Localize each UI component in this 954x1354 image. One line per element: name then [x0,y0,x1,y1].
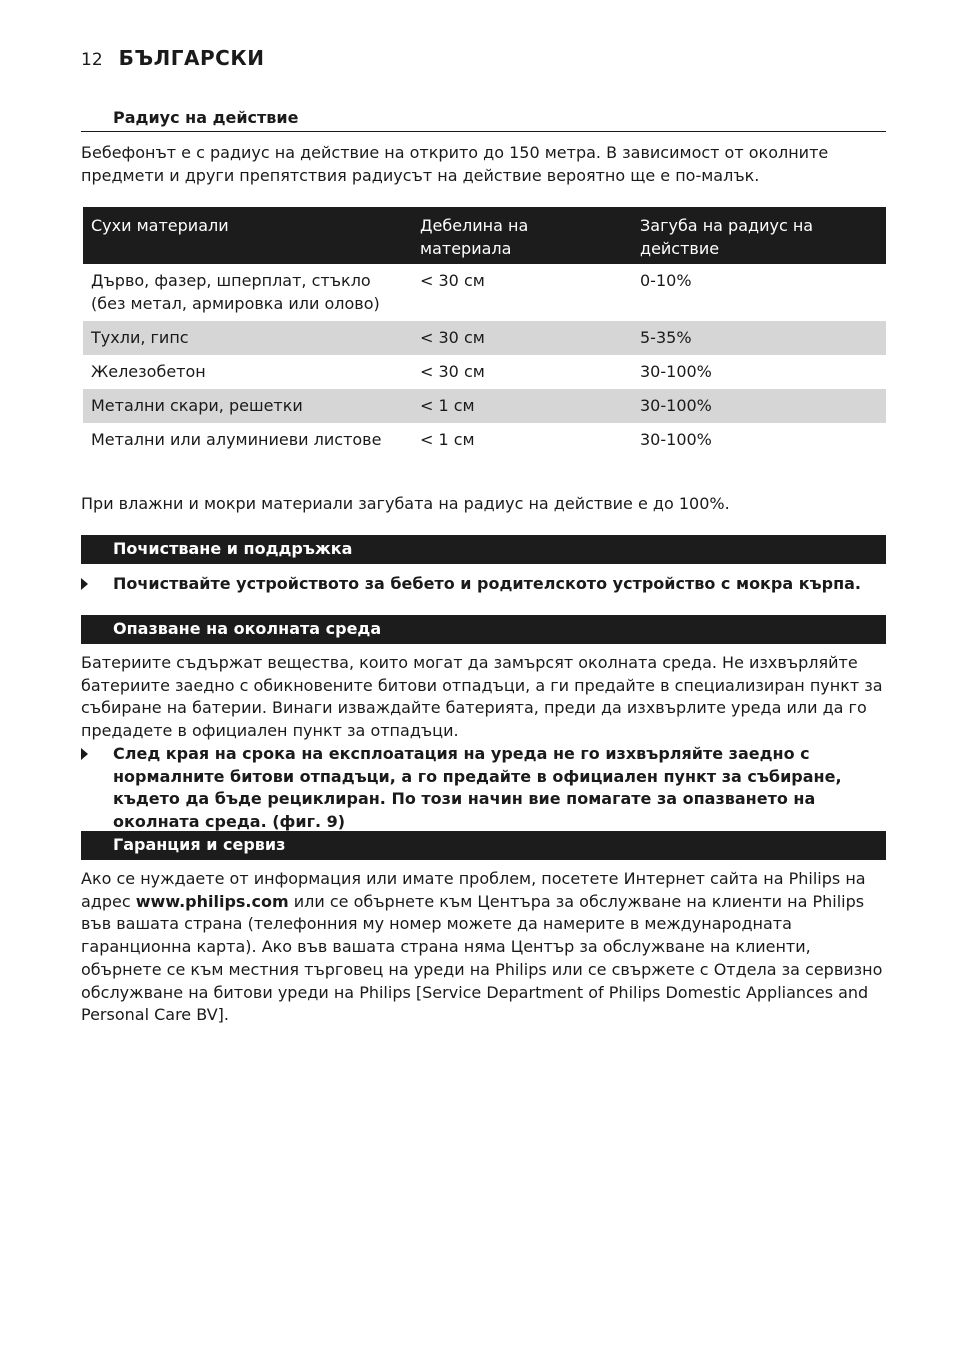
table-cell-thickness: < 30 см [420,271,485,290]
range-table [83,207,886,457]
range-note: При влажни и мокри материали загубата на радиус на действие е до 100%. [81,494,730,513]
table-row [83,389,886,423]
cleaning-bullet-text: Почиствайте устройството за бебето и родителското устройство с мокра кърпа. [113,574,861,593]
environment-section-title: Опазване на околната среда [113,619,382,638]
table-cell-loss: 30-100% [640,430,712,449]
environment-bullet-text: След края на срока на експлоатация на уреда не го изхвърляйте заедно с нормалните битови отпадъци, а го предайте в официален пункт за събиране, където да бъде рециклиран. По този начин вие помагате за опазването на околната среда. (фиг. 9) [113,744,842,832]
table-row [83,423,886,457]
environment-text: Батериите съдържат вещества, които могат да замърсят околната среда. Не изхвърляйте батериите заедно с обикновените битови отпадъци, а ги предайте в специализиран пункт за събиране на батерии. Винаги изваждайте батерията, преди да изхвърлите уреда или да го предадете в официален пункт за отпадъци. [81,653,883,741]
table-header-row [83,207,886,264]
bullet-triangle-icon [81,748,88,760]
table-header-thickness: Дебелина на материала [412,207,632,264]
table-row [83,355,886,389]
warranty-text-before: Ако се нуждаете от информация или имате проблем, посетете Интернет сайта на Philips на адрес [81,869,866,911]
table-cell-material: Тухли, гипс [83,321,412,355]
bullet-triangle-icon [81,578,88,590]
cleaning-bullet [81,573,886,596]
warranty-section-heading [81,831,886,860]
table-cell-thickness: < 30 см [420,362,485,381]
page-number: 12 [81,50,103,70]
table-row [83,264,886,321]
environment-section-heading [81,615,886,644]
philips-website-link[interactable]: www.philips.com [135,891,289,911]
cleaning-section-heading [81,535,886,564]
range-section-title: Радиус на действие [113,108,299,127]
page-header [81,46,264,76]
table-cell-material: Метални или алуминиеви листове [91,430,382,449]
range-intro: Бебефонът е с радиус на действие на открито до 150 метра. В зависимост от околните предмети и други препятствия радиусът на действие вероятно ще е по-малък. [81,143,829,185]
table-cell-loss: 30-100% [632,389,886,423]
table-header-loss: Загуба на радиус на действие [632,207,886,264]
table-cell-thickness: < 1 см [412,389,632,423]
environment-bullet [81,743,886,834]
warranty-section-title: Гаранция и сервиз [113,835,286,854]
table-cell-thickness: < 30 см [412,321,632,355]
table-header-material: Сухи материали [83,207,412,264]
table-cell-loss: 0-10% [640,271,692,290]
language-title: БЪЛГАРСКИ [118,46,265,70]
warranty-text-after: или се обърнете към Центъра за обслужване на клиенти на Philips във вашата страна (телефонния му номер можете да намерите в международната гаранционна карта). Ако във вашата страна няма Център за обслужване на клиенти, обърнете се към местния търговец на уреди на Philips или се свържете с Отдела за сервизно обслужване на битови уреди на Philips [Service Department of Philips Domestic Appliances and Personal Care BV]. [81,891,883,1025]
table-cell-thickness: < 1 см [420,430,475,449]
table-row [83,321,886,355]
cleaning-section-title: Почистване и поддръжка [113,539,353,558]
table-cell-material: Дърво, фазер, шперплат, стъкло (без метал, армировка или олово) [91,271,380,313]
table-cell-loss: 5-35% [632,321,886,355]
table-cell-loss: 30-100% [640,362,712,381]
table-cell-material: Метални скари, решетки [83,389,412,423]
range-section-heading [81,106,886,132]
table-cell-material: Железобетон [91,362,206,381]
warranty-text [81,868,893,1027]
